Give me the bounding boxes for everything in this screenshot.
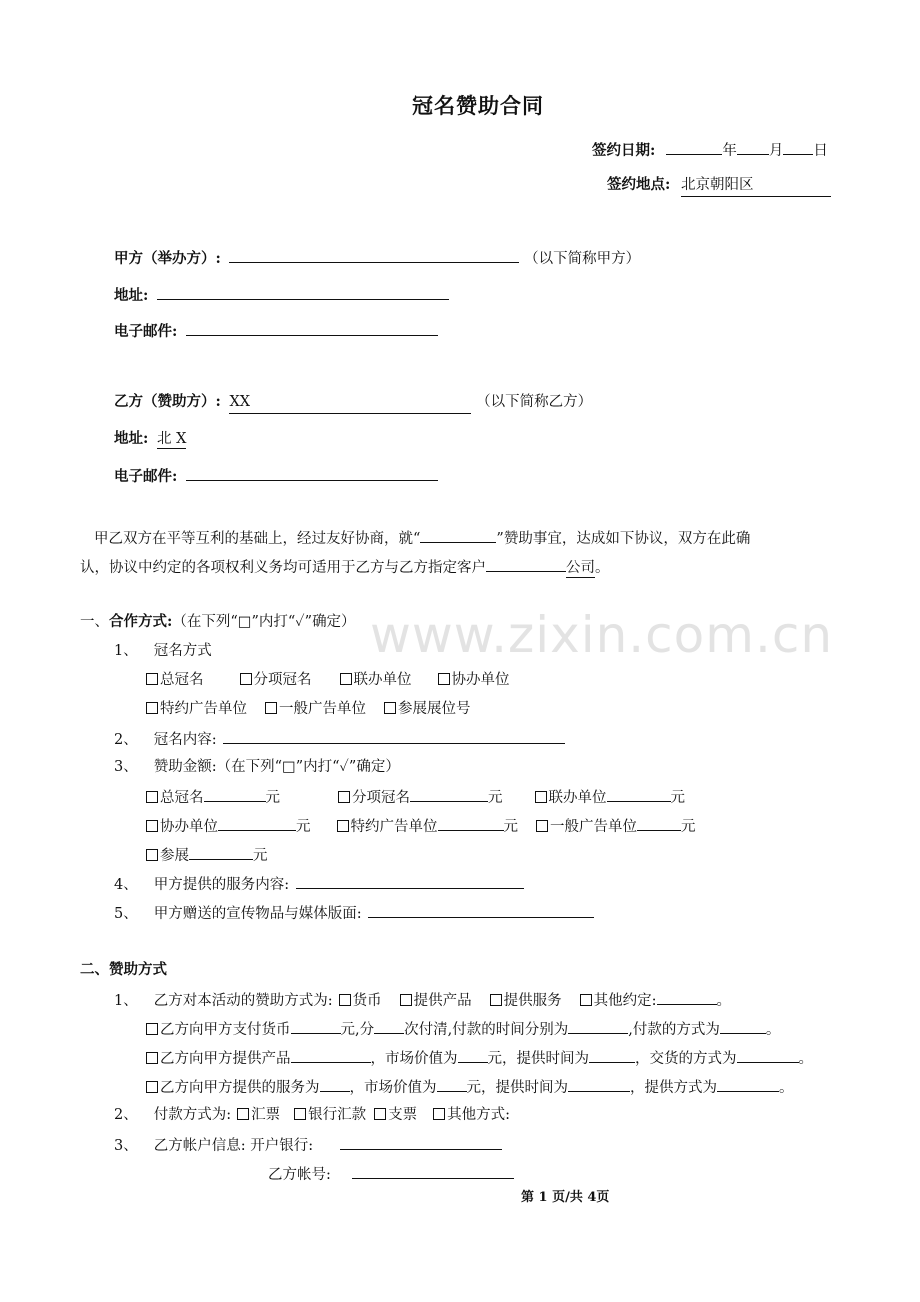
checkbox[interactable]: [535, 791, 547, 803]
product-line: 乙方向甲方提供产品 ，市场价值为 元，提供时间为 ，交货的方式为 。: [146, 1047, 813, 1069]
party-b-label: 乙方（赞助方）:: [114, 393, 221, 410]
section1-title: 合作方式:: [109, 613, 173, 630]
party-a-address-row: [114, 284, 449, 306]
account-row: [268, 1163, 514, 1185]
intro-line-1: [94, 527, 750, 549]
checkbox[interactable]: [146, 1081, 158, 1093]
opt-other[interactable]: 其他约定:: [580, 993, 657, 1009]
opt-draft[interactable]: 汇票: [237, 1107, 280, 1123]
s1-item1: [114, 641, 212, 661]
party-b-address-row: [114, 429, 186, 449]
s1-item4: 4、 甲方提供的服务内容:: [114, 873, 524, 895]
opt-service[interactable]: 提供服务: [490, 993, 562, 1009]
money-amount-field[interactable]: [291, 1018, 341, 1034]
sign-place-label: 签约地点:: [607, 176, 671, 193]
s1-item2-label: 冠名内容:: [153, 732, 217, 748]
s1-item4-label: 甲方提供的服务内容:: [153, 877, 290, 893]
checkbox[interactable]: [433, 1108, 445, 1120]
s1-item1-num: 1、: [114, 643, 138, 659]
section2-heading: 二、赞助方式: [80, 961, 167, 978]
watermark: www.zixin.com.cn: [370, 606, 834, 664]
naming-options-row2: [146, 699, 471, 719]
bank-field[interactable]: [340, 1134, 502, 1150]
s2-item3: 3、 乙方帐户信息: 开户银行:: [114, 1134, 502, 1156]
party-a-address-field[interactable]: [157, 284, 449, 300]
payment-method-field[interactable]: [720, 1018, 766, 1034]
opt-co-unit[interactable]: 协办单位: [438, 672, 510, 688]
month-label: 月: [768, 143, 784, 159]
opt-joint-unit[interactable]: 联办单位: [340, 672, 412, 688]
amount-field[interactable]: [438, 815, 504, 831]
amount-row2: [146, 815, 696, 837]
product-value-field[interactable]: [458, 1047, 488, 1063]
party-b-email-row: [114, 465, 438, 487]
amount-field[interactable]: [410, 786, 488, 802]
checkbox[interactable]: [240, 673, 252, 685]
checkbox[interactable]: [536, 820, 548, 832]
intro-company: 公司: [566, 560, 595, 576]
opt-item-naming[interactable]: 分项冠名: [240, 672, 312, 688]
checkbox[interactable]: [146, 820, 158, 832]
amount-field[interactable]: [218, 815, 296, 831]
opt-money[interactable]: 货币: [339, 993, 382, 1009]
opt-other-method[interactable]: 其他方式:: [433, 1107, 510, 1123]
amount-field[interactable]: [204, 786, 266, 802]
checkbox[interactable]: [580, 994, 592, 1006]
opt-product[interactable]: 提供产品: [400, 993, 472, 1009]
checkbox[interactable]: [400, 994, 412, 1006]
delivery-method-field[interactable]: [737, 1047, 799, 1063]
section1-note: （在下列“□”内打“✓”确定）: [172, 614, 356, 630]
party-b-suffix: （以下简称乙方）: [476, 394, 593, 410]
sign-date-label: 签约日期:: [592, 142, 656, 159]
sign-month-field[interactable]: [737, 139, 769, 155]
party-b-name-field[interactable]: XX: [229, 392, 471, 414]
party-a-label: 甲方（举办方）:: [114, 250, 221, 267]
checkbox[interactable]: [490, 994, 502, 1006]
sign-place-field[interactable]: 北京朝阳区: [681, 175, 831, 197]
s2-item2-label: 付款方式为:: [153, 1107, 232, 1123]
naming-options-row1: [146, 670, 510, 690]
amt-general-ad[interactable]: 一般广告单位 元: [536, 819, 696, 835]
year-label: 年: [722, 143, 737, 159]
amt-item-naming[interactable]: 分项冠名 元: [338, 790, 503, 806]
intro-line-2: [80, 556, 610, 578]
checkbox[interactable]: [374, 1108, 386, 1120]
amt-total-naming[interactable]: 总冠名 元: [146, 790, 280, 806]
money-line: 乙方向甲方支付货币 元,分 次付清,付款的时间分别为 ,付款的方式为 。: [146, 1018, 780, 1040]
opt-bank-transfer[interactable]: 银行汇款: [294, 1107, 366, 1123]
checkbox[interactable]: [146, 849, 158, 861]
opt-general-ad[interactable]: 一般广告单位: [265, 701, 366, 717]
client-field[interactable]: [486, 556, 566, 572]
sign-place-row: [607, 175, 831, 197]
amount-row1: [146, 786, 685, 808]
s1-item3: 3、 赞助金额:（在下列“□”内打“✓”确定）: [114, 759, 400, 775]
checkbox[interactable]: [237, 1108, 249, 1120]
party-a-email-label: 电子邮件:: [114, 323, 178, 340]
s2-item2: 2、 付款方式为: 汇票 银行汇款 支票 其他方式:: [114, 1107, 511, 1123]
s2-item3-label: 乙方帐户信息: 开户银行:: [153, 1138, 314, 1154]
party-b-email-field[interactable]: [186, 465, 438, 481]
amt-joint-unit[interactable]: 联办单位 元: [535, 790, 686, 806]
media-field[interactable]: [368, 902, 594, 918]
product-time-field[interactable]: [589, 1047, 635, 1063]
s2-item1: 1、 乙方对本活动的赞助方式为: 货币 提供产品 提供服务 其他约定: 。: [114, 989, 731, 1011]
party-a-address-label: 地址:: [114, 287, 149, 304]
sign-year-field[interactable]: [666, 139, 722, 155]
service-content-field[interactable]: [296, 873, 524, 889]
party-b-address-label: 地址:: [114, 430, 149, 447]
party-a-email-field[interactable]: [186, 320, 438, 336]
checkbox[interactable]: [294, 1108, 306, 1120]
day-label: 日: [813, 143, 828, 159]
sign-date-row: [592, 139, 828, 161]
checkbox[interactable]: [337, 820, 349, 832]
opt-special-ad[interactable]: 特约广告单位: [146, 701, 247, 717]
party-a-suffix: （以下简称甲方）: [524, 251, 641, 267]
s1-item3-label: 赞助金额:（在下列“□”内打“✓”确定）: [153, 759, 400, 775]
party-a-row: [114, 247, 640, 269]
amt-co-unit[interactable]: 协办单位 元: [146, 819, 311, 835]
service-field[interactable]: [320, 1076, 350, 1092]
party-b-address-field[interactable]: 北 X: [156, 431, 187, 447]
checkbox[interactable]: [146, 1052, 158, 1064]
checkbox[interactable]: [265, 702, 277, 714]
s2-item1-label: 乙方对本活动的赞助方式为:: [153, 993, 333, 1009]
sponsor-matter-field[interactable]: [420, 527, 496, 543]
s1-item5-label: 甲方赠送的宣传物品与媒体版面:: [153, 906, 362, 922]
intro-line2-pre: 认，协议中约定的各项权利义务均可适用于乙方与乙方指定客户: [80, 560, 486, 576]
checkbox[interactable]: [146, 791, 158, 803]
checkbox[interactable]: [338, 791, 350, 803]
amt-booth[interactable]: 参展 元: [146, 848, 268, 864]
amount-row3: [146, 844, 268, 866]
amount-field[interactable]: [637, 815, 681, 831]
intro-end: 。: [595, 560, 610, 576]
checkbox[interactable]: [339, 994, 351, 1006]
service-method-field[interactable]: [717, 1076, 779, 1092]
payment-time-field[interactable]: [568, 1018, 628, 1034]
s1-item5: 5、 甲方赠送的宣传物品与媒体版面:: [114, 902, 594, 924]
other-agreement-field[interactable]: [657, 989, 717, 1005]
opt-total-naming[interactable]: 总冠名: [146, 672, 204, 688]
checkbox[interactable]: [384, 702, 396, 714]
checkbox[interactable]: [146, 673, 158, 685]
account-label: 乙方帐号:: [268, 1167, 331, 1183]
service-value-field[interactable]: [437, 1076, 467, 1092]
checkbox[interactable]: [340, 673, 352, 685]
section1-num: 一、: [80, 614, 109, 630]
party-b-email-label: 电子邮件:: [114, 468, 178, 485]
intro-line1-post: ”赞助事宜，达成如下协议，双方在此确: [496, 531, 751, 547]
amount-field[interactable]: [189, 844, 253, 860]
checkbox[interactable]: [146, 1023, 158, 1035]
amt-special-ad[interactable]: 特约广告单位 元: [337, 819, 519, 835]
opt-booth[interactable]: 参展展位号: [384, 701, 471, 717]
s1-item2: 2、 冠名内容:: [114, 728, 565, 750]
service-time-field[interactable]: [568, 1076, 630, 1092]
checkbox[interactable]: [146, 702, 158, 714]
section1-heading: [80, 612, 356, 632]
product-field[interactable]: [291, 1047, 371, 1063]
installments-field[interactable]: [374, 1018, 404, 1034]
opt-check[interactable]: 支票: [374, 1107, 417, 1123]
party-a-name-field[interactable]: [229, 247, 519, 263]
party-a-email-row: [114, 320, 438, 342]
naming-content-field[interactable]: [223, 728, 565, 744]
page-number: 第 1 页/共 4页: [521, 1190, 610, 1205]
sign-day-field[interactable]: [783, 139, 813, 155]
account-field[interactable]: [352, 1163, 514, 1179]
service-line: 乙方向甲方提供的服务为 ，市场价值为 元，提供时间为 ，提供方式为 。: [146, 1076, 794, 1098]
amount-field[interactable]: [607, 786, 671, 802]
intro-line1-pre: 甲乙双方在平等互利的基础上，经过友好协商，就“: [94, 531, 421, 547]
document-title: 冠名赞助合同: [412, 93, 544, 118]
party-b-row: [114, 392, 592, 414]
checkbox[interactable]: [438, 673, 450, 685]
s1-item1-label: 冠名方式: [153, 643, 212, 659]
